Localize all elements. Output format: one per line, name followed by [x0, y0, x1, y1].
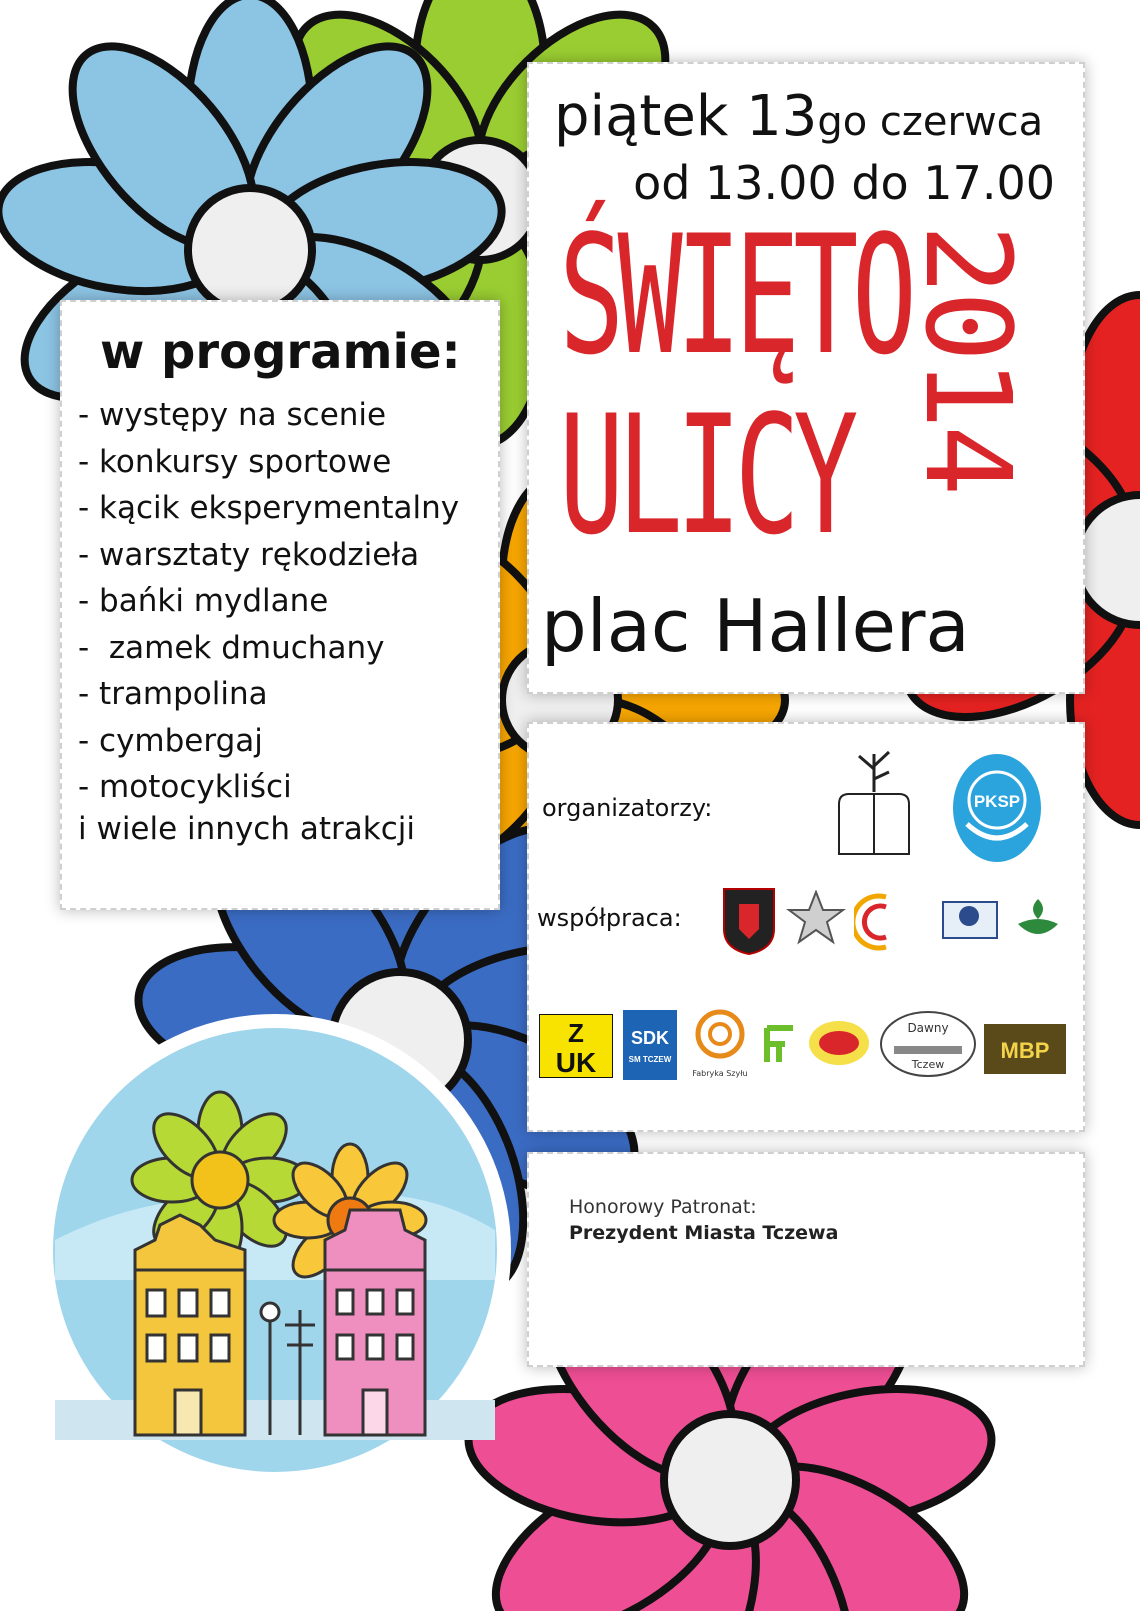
list-item: - motocykliści — [78, 769, 292, 805]
zuk-logo-bottom: UK — [555, 1047, 597, 1078]
list-item: - konkursy sportowe — [78, 443, 392, 480]
pksp-logo-text: PKSP — [973, 792, 1021, 811]
event-year: 2014 — [899, 224, 1037, 493]
list-item: - kącik eksperymentalny — [78, 490, 460, 526]
event-month: go czerwca — [817, 99, 1044, 145]
dawny-tczew-logo — [879, 1010, 977, 1078]
event-card — [527, 62, 1085, 694]
event-place: plac Hallera — [541, 584, 970, 668]
fp-logo — [763, 1024, 801, 1066]
patronage-card — [527, 1152, 1085, 1367]
mbp-logo-text: MBP — [1000, 1038, 1050, 1063]
school-logo — [939, 892, 1001, 944]
event-day: piątek 13 — [554, 84, 818, 149]
program-footer: i wiele innych atrakcji — [78, 811, 415, 847]
centrum-kultury-logo — [854, 889, 929, 954]
fabryka-logo-text: Fabryka Szyłu — [692, 1069, 748, 1078]
sdk-logo-text: SDK — [630, 1028, 670, 1048]
straz-miejska-logo — [719, 884, 779, 956]
event-hours: od 13.00 do 17.00 — [633, 156, 1055, 210]
event-title-line2: ULICY — [559, 380, 852, 571]
sponsors-card — [527, 722, 1085, 1132]
list-item: - zamek dmuchany — [78, 629, 385, 666]
patronage-name: Prezydent Miasta Tczewa — [569, 1222, 839, 1244]
program-card — [60, 300, 500, 910]
scouts-logo — [1013, 894, 1063, 946]
zuk-logo — [539, 1014, 613, 1078]
list-item: - bańki mydlane — [78, 583, 329, 619]
dawny-logo-top: Dawny — [907, 1021, 949, 1035]
fabryka-logo — [685, 1008, 755, 1082]
event-date — [554, 84, 1043, 149]
street-illustration — [39, 1014, 511, 1486]
patronage-label: Honorowy Patronat: — [569, 1196, 757, 1218]
event-title-line1: ŚWIĘTO — [559, 200, 911, 391]
sdk-logo-sub: SM TCZEW — [628, 1055, 672, 1064]
dawny-logo-bottom: Tczew — [911, 1058, 945, 1071]
cooperation-label: współpraca: — [537, 904, 682, 932]
festival-logo — [807, 1016, 871, 1070]
zuk-logo-top: Z — [568, 1018, 584, 1048]
organizers-label: organizatorzy: — [542, 794, 713, 822]
program-list — [78, 392, 459, 811]
program-title: w programie: — [100, 324, 461, 380]
list-item: - występy na scenie — [78, 397, 387, 433]
pksp-logo — [951, 752, 1043, 864]
list-item: - cymbergaj — [78, 722, 263, 759]
list-item: - warsztaty rękodzieła — [78, 536, 420, 573]
mbp-logo — [984, 1014, 1066, 1078]
sdk-logo — [623, 1010, 677, 1080]
organizer-logo-faces — [829, 744, 919, 864]
police-logo — [785, 890, 847, 952]
list-item: - trampolina — [78, 676, 268, 712]
